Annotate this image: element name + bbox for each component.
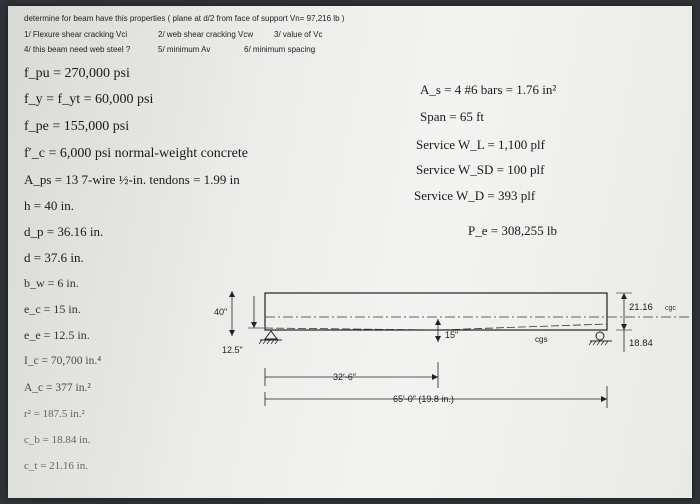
part-4: 4/ this beam need web steel ?	[24, 45, 131, 54]
prop-fpe: f_pe = 155,000 psi	[24, 119, 130, 134]
ct-dimension-label: 21.16	[629, 302, 653, 313]
prop-pe: P_e = 308,255 lb	[468, 223, 557, 238]
prop-span: Span = 65 ft	[420, 109, 485, 124]
prop-ct: c_t = 21.16 in.	[24, 460, 88, 472]
prop-d: d = 37.6 in.	[24, 250, 84, 265]
part-3: 3/ value of Vc	[274, 30, 323, 39]
cgs-label: cgs	[535, 335, 548, 344]
prop-fc: f′_c = 6,000 psi normal-weight concrete	[24, 146, 248, 161]
part-6: 6/ minimum spacing	[244, 45, 316, 54]
question-text: determine for beam have this properties ( plane at d/2 from face of support Vn= 97,216 lb )	[24, 14, 345, 23]
prop-ec: e_c = 15 in.	[24, 302, 81, 316]
cb-dimension-label: 18.84	[629, 338, 653, 349]
prop-fpu: f_pu = 270,000 psi	[24, 66, 130, 81]
roller-support	[596, 332, 604, 340]
prop-h: h = 40 in.	[24, 198, 74, 213]
ee-dimension-label: 12.5"	[222, 345, 243, 355]
cgc-label: cgc	[665, 305, 676, 312]
prop-wsd: Service W_SD = 100 plf	[416, 162, 545, 177]
prop-wd: Service W_D = 393 plf	[414, 188, 536, 203]
part-2: 2/ web shear cracking Vcw	[158, 30, 254, 39]
prop-aps: A_ps = 13 7-wire ½-in. tendons = 1.99 in	[24, 172, 240, 187]
prop-bw: b_w = 6 in.	[24, 276, 79, 290]
prop-ac: A_c = 377 in.²	[24, 382, 91, 394]
prop-ee: e_e = 12.5 in.	[24, 328, 90, 342]
pin-support	[265, 331, 277, 339]
prop-ic: I_c = 70,700 in.⁴	[24, 355, 102, 367]
h-dimension-label: 40"	[214, 307, 228, 317]
ec-dimension-label: 15"	[445, 330, 459, 340]
span-label: 65′-0″ (19.8 in.)	[393, 394, 454, 404]
part-5: 5/ minimum Av	[158, 45, 211, 54]
prop-fy: f_y = f_yt = 60,000 psi	[24, 92, 154, 107]
part-1: 1/ Flexure shear cracking Vci	[24, 30, 128, 39]
beam-diagram	[8, 6, 692, 498]
prop-r2: r² = 187.5 in.²	[24, 408, 85, 420]
half-span-label: 32′-6″	[333, 372, 356, 382]
prop-cb: c_b = 18.84 in.	[24, 434, 91, 446]
prop-dp: d_p = 36.16 in.	[24, 224, 104, 239]
prop-as: A_s = 4 #6 bars = 1.76 in²	[420, 82, 557, 97]
worksheet-photo	[8, 6, 692, 498]
prop-wl: Service W_L = 1,100 plf	[416, 137, 545, 152]
